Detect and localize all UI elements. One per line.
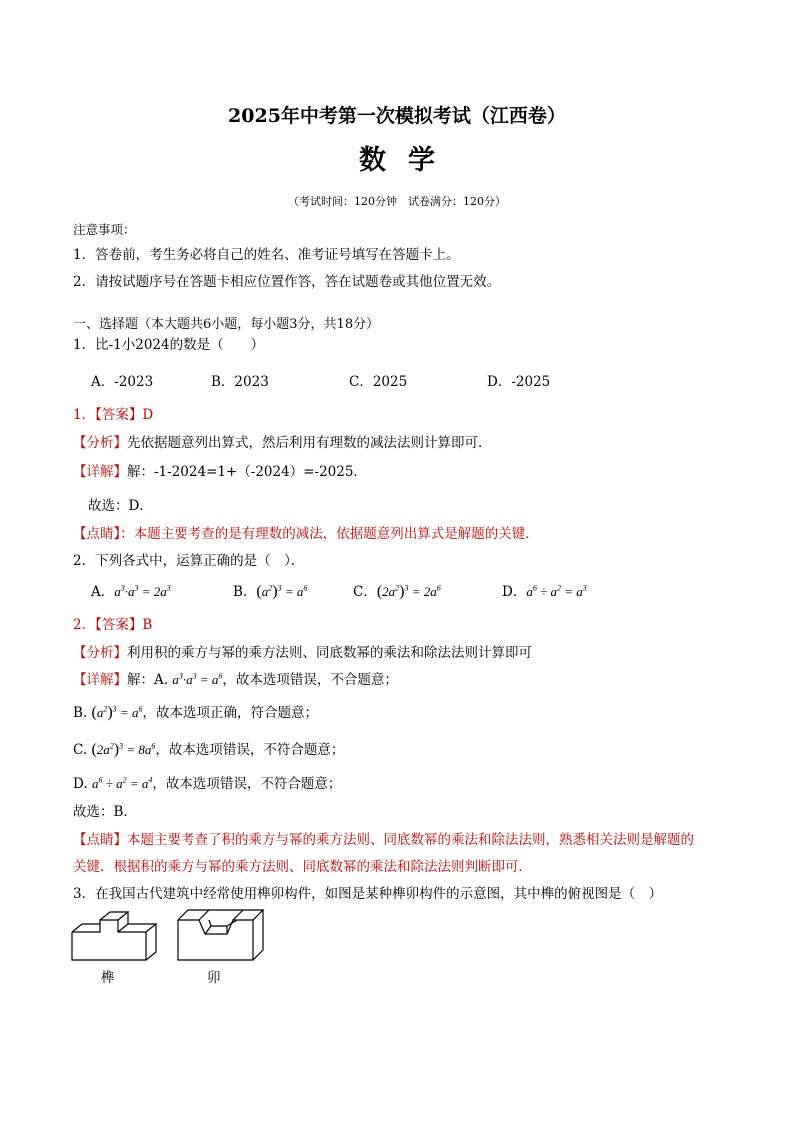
q1-detail-label: 【详解】 bbox=[73, 464, 127, 480]
q2-option-d-formula: $a^6 \div a^2 = a^3$ bbox=[526, 583, 587, 599]
q1-analysis-text: 先依据题意列出算式，然后利用有理数的减法法则计算即可． bbox=[127, 435, 492, 451]
mortise-label: 卯 bbox=[207, 970, 221, 986]
q2-comment-line-2: 关键．根据积的乘方与幂的乘方法则、同底数幂的乘法和除法法则判断即可． bbox=[73, 859, 532, 875]
q2-detail-c-prefix: C. bbox=[73, 742, 88, 758]
q2-comment-label: 【点睛】 bbox=[73, 832, 127, 848]
q1-stem: 1．比-1小2024的数是（ ） bbox=[73, 337, 265, 353]
q2-option-a-label: A． bbox=[91, 584, 115, 600]
q1-answer-label: 1．【答案】 bbox=[73, 407, 143, 423]
q3-stem: 3．在我国古代建筑中经常使用榫卯构件，如图是某种榫卯构件的示意图，其中榫的俯视图是（ ） bbox=[73, 886, 663, 902]
q2-detail-b bbox=[73, 701, 318, 722]
q1-option-d: D．-2025 bbox=[487, 374, 551, 390]
q2-detail-label: 【详解】 bbox=[73, 672, 127, 688]
mortise-figure bbox=[175, 906, 267, 963]
q2-detail-b-prefix: B. bbox=[73, 705, 88, 721]
q2-detail-d-formula: $a^6 \div a^2 = a^4$ bbox=[91, 775, 153, 791]
section-heading: 一、选择题（本大题共6小题，每小题3分，共18分） bbox=[73, 317, 380, 332]
q2-option-b-label: B． bbox=[233, 584, 257, 600]
q2-answer-label: 2．【答案】 bbox=[73, 617, 143, 633]
q1-analysis-label: 【分析】 bbox=[73, 435, 127, 451]
q1-detail bbox=[73, 460, 367, 480]
q2-option-b bbox=[233, 580, 307, 601]
subject-title: 数学 bbox=[359, 145, 457, 176]
q2-option-c-label: C． bbox=[353, 584, 377, 600]
tenon-figure bbox=[70, 908, 162, 963]
q2-detail-c-formula: $(2a^2)^3 = 8a^6$ bbox=[91, 741, 156, 758]
q2-detail-a-prefix: 解：A. bbox=[127, 672, 169, 688]
q2-option-a-formula: $a^3\cdot a^3 = 2a^3$ bbox=[114, 583, 171, 599]
q2-conclusion: 故选：B． bbox=[73, 804, 137, 820]
q2-detail-d-prefix: D. bbox=[73, 776, 88, 792]
q2-analysis bbox=[73, 641, 532, 661]
q2-option-c bbox=[353, 580, 441, 601]
q2-detail-a-formula: $a^3\cdot a^3 = a^6$ bbox=[172, 671, 223, 687]
q2-comment-line-1 bbox=[73, 828, 694, 848]
q2-detail-c bbox=[73, 738, 344, 759]
q2-answer bbox=[73, 613, 152, 633]
q1-answer-value: D bbox=[142, 407, 154, 423]
q2-option-d bbox=[502, 580, 587, 600]
q1-option-c: C．2025 bbox=[349, 374, 408, 390]
tenon-label: 榫 bbox=[101, 970, 115, 986]
q2-option-b-formula: $(a^2)^3 = a^6$ bbox=[256, 583, 308, 600]
q2-stem: 2．下列各式中，运算正确的是（ ）． bbox=[73, 553, 305, 569]
q2-detail-d-text: ，故本选项错误，不符合题意； bbox=[152, 776, 342, 792]
notes-item-1: 1．答卷前，考生务必将自己的姓名、准考证号填写在答题卡上。 bbox=[73, 247, 460, 263]
q2-option-a bbox=[91, 580, 171, 600]
q1-detail-text: 解：-1-2024=1+（-2024）=-2025． bbox=[127, 464, 367, 480]
q2-analysis-text: 利用积的乘方与幂的乘方法则、同底数幂的乘法和除法法则计算即可 bbox=[127, 645, 532, 661]
q2-detail-d bbox=[73, 772, 341, 792]
notes-heading: 注意事项： bbox=[73, 222, 136, 237]
q2-detail-b-text: ，故本选项正确，符合题意； bbox=[142, 705, 318, 721]
notes-item-2: 2．请按试题序号在答题卡相应位置作答，答在试题卷或其他位置无效。 bbox=[73, 274, 501, 290]
q2-answer-value: B bbox=[142, 617, 153, 633]
q1-comment-label: 【点睛】 bbox=[73, 526, 121, 542]
q2-option-c-formula: $(2a^2)^3 = 2a^6$ bbox=[376, 583, 441, 600]
q2-detail-c-text: ，故本选项错误，不符合题意； bbox=[155, 742, 345, 758]
q1-option-b: B．2023 bbox=[211, 374, 269, 390]
q1-analysis bbox=[73, 431, 492, 451]
q2-detail-a-text: ，故本选项错误，不合题意； bbox=[222, 672, 398, 688]
exam-title: 2025年中考第一次模拟考试（江西卷） bbox=[228, 105, 566, 127]
q1-comment bbox=[73, 522, 539, 542]
q2-detail-b-formula: $(a^2)^3 = a^6$ bbox=[91, 704, 143, 721]
q1-option-a: A．-2023 bbox=[91, 374, 154, 390]
q2-comment-text-1: 本题主要考查了积的乘方与幂的乘方法则、同底数幂的乘法和除法法则，熟悉相关法则是解题的 bbox=[127, 832, 694, 848]
q1-answer bbox=[73, 403, 153, 423]
q1-conclusion: 故选：D． bbox=[88, 498, 153, 514]
q2-detail-a bbox=[73, 668, 398, 688]
q1-comment-text: ：本题主要考查的是有理数的减法，依据题意列出算式是解题的关键． bbox=[120, 526, 539, 542]
q2-analysis-label: 【分析】 bbox=[73, 645, 127, 661]
q2-option-d-label: D． bbox=[502, 584, 527, 600]
time-info: （考试时间：120分钟 试卷满分：120分） bbox=[288, 195, 506, 208]
